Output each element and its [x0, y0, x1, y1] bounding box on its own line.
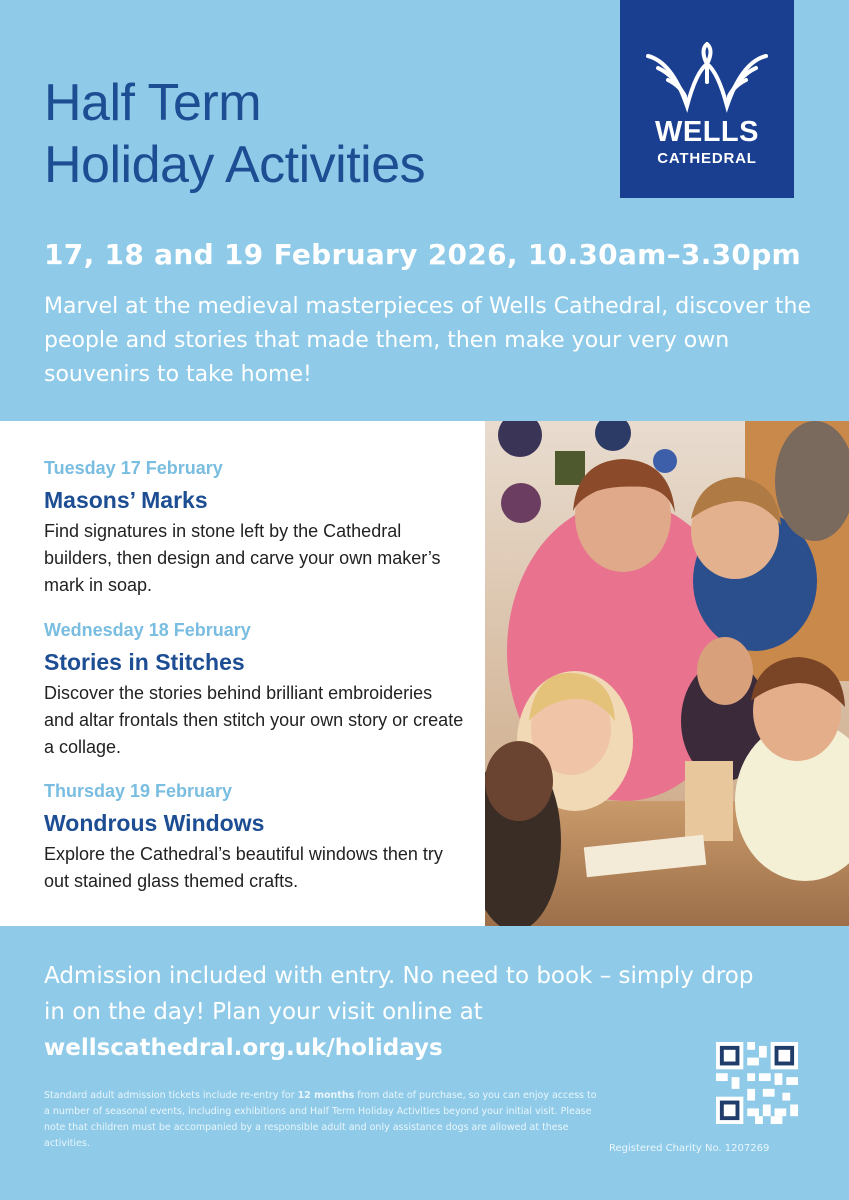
wells-cathedral-logo: [620, 0, 794, 198]
family-crafts-photo: [485, 421, 849, 926]
fine-print: [44, 1088, 604, 1152]
activity-description: Explore the Cathedral’s beautiful windows then try out stained glass themed crafts.: [44, 844, 443, 891]
admission-info: [44, 958, 764, 1066]
activities-panel: [0, 421, 485, 926]
cathedral-arches-icon: [642, 42, 772, 114]
activity-description: Discover the stories behind brilliant embroideries and altar frontals then stitch your own story or create a collage.: [44, 683, 464, 757]
admission-text: Admission included with entry. No need to book – simply drop in on the day! Plan your visit online at: [44, 963, 754, 1025]
activity-title: Stories in Stitches: [44, 649, 245, 675]
qr-code-icon[interactable]: [716, 1042, 798, 1124]
activity-day: Wednesday 18 February: [44, 620, 251, 640]
activity-day: Tuesday 17 February: [44, 458, 223, 478]
intro-text: Marvel at the medieval masterpieces of Wells Cathedral, discover the people and stories that made them, then make your very own souvenirs to take home!: [44, 294, 812, 387]
title-line-1: Half Term: [44, 74, 262, 132]
fine-print-part1: Standard adult admission tickets include re-entry for: [44, 1090, 298, 1101]
activity-title: Wondrous Windows: [44, 810, 265, 836]
fine-print-part2: from date of purchase, so you can enjoy access to a number of seasonal events, including exhibitions and Half Term Holiday Activities beyond your initial visit. Please note that children must be accompanied by a responsible adult and only assistance dogs are allowed at these activities.: [44, 1090, 597, 1149]
activity-description: Find signatures in stone left by the Cathedral builders, then design and carve your own maker’s mark in soap.: [44, 521, 441, 595]
fine-print-bold: 12 months: [297, 1090, 355, 1101]
activity-title: Masons’ Marks: [44, 487, 208, 513]
charity-number: Registered Charity No. 1207269: [609, 1143, 770, 1154]
activity-day: Thursday 19 February: [44, 781, 233, 801]
title-line-2: Holiday Activities: [44, 136, 426, 194]
page-title: [44, 72, 425, 196]
event-dates: 17, 18 and 19 February 2026, 10.30am–3.30pm: [44, 238, 802, 271]
logo-wells: WELLS: [655, 116, 759, 148]
website-link[interactable]: wellscathedral.org.uk/holidays: [44, 1035, 443, 1061]
logo-cathedral: CATHEDRAL: [657, 150, 757, 167]
